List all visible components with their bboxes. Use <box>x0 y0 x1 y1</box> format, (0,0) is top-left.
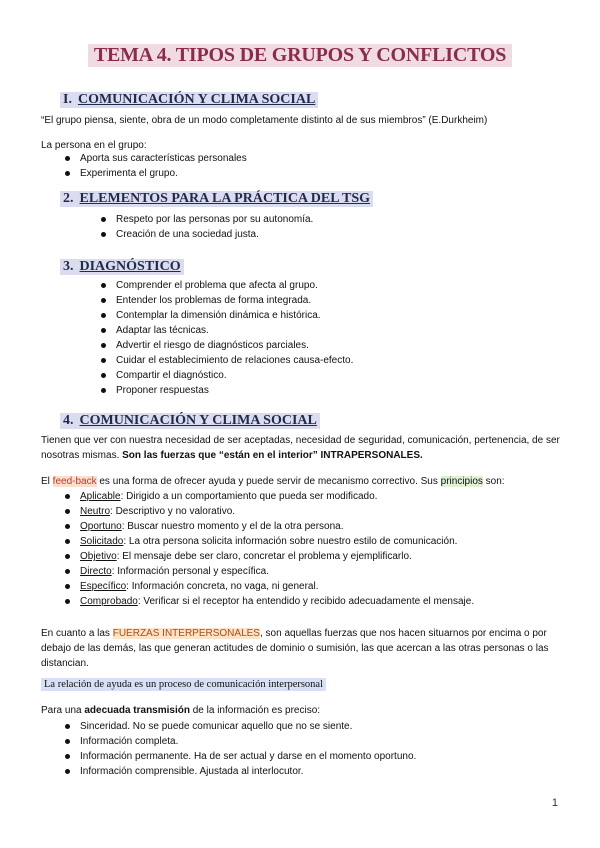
list-item: Experimenta el grupo. <box>62 166 247 181</box>
list-item: Solicitado: La otra persona solicita información sobre nuestro estilo de comunicación. <box>62 534 474 549</box>
intrapersonal-paragraph: Tienen que ver con nuestra necesidad de ser aceptadas, necesidad de seguridad, comunicación, pertenencia, de ser nosotras mismas. Son las fuerzas que “están en el interior” INTRAPERSONALES. <box>41 435 560 461</box>
interpersonal-paragraph: En cuanto a las FUERZAS INTERPERSONALES, son aquellas fuerzas que nos hacen situarnos por encima o por debajo de las demás, las que generan actitudes de dominio o sumisión, las que acercan a las otras personas o las distancian. <box>41 628 549 669</box>
list-item: Proponer respuestas <box>98 383 353 398</box>
list-item: Aplicable: Dirigido a un comportamiento que pueda ser modificado. <box>62 489 474 504</box>
person-intro: La persona en el grupo: <box>41 140 147 151</box>
list-item: Oportuno: Buscar nuestro momento y el de la otra persona. <box>62 519 474 534</box>
transmission-list <box>62 719 416 779</box>
list-item: Cuidar el establecimiento de relaciones causa-efecto. <box>98 353 353 368</box>
elementos-list <box>98 212 313 242</box>
list-item: Contemplar la dimensión dinámica e histórica. <box>98 308 353 323</box>
list-item: Neutro: Descriptivo y no valorativo. <box>62 504 474 519</box>
list-item: Objetivo: El mensaje debe ser claro, concretar el problema y ejemplificarlo. <box>62 549 474 564</box>
list-item: Creación de una sociedad justa. <box>98 227 313 242</box>
list-item: Específico: Información concreta, no vaga, ni general. <box>62 579 474 594</box>
person-list <box>62 151 247 181</box>
list-item: Advertir el riesgo de diagnósticos parciales. <box>98 338 353 353</box>
feedback-paragraph: El feed-back es una forma de ofrecer ayuda y puede servir de mecanismo correctivo. Sus principios son: <box>41 476 505 487</box>
list-item: Directo: Información personal y específica. <box>62 564 474 579</box>
principles-list <box>62 489 474 609</box>
list-item: Comprender el problema que afecta al grupo. <box>98 278 353 293</box>
list-item: Sinceridad. No se puede comunicar aquello que no se siente. <box>62 719 416 734</box>
list-item: Comprobado: Verificar si el receptor ha entendido y recibido adecuadamente el mensaje. <box>62 594 474 609</box>
list-item: Información permanente. Ha de ser actual y darse en el momento oportuno. <box>62 749 416 764</box>
section-heading-3: 3. DIAGNÓSTICO <box>60 259 184 275</box>
durkheim-quote: “El grupo piensa, siente, obra de un modo completamente distinto al de sus miembros” (E.Durkheim) <box>41 115 488 126</box>
section-heading-2: 2. ELEMENTOS PARA LA PRÁCTICA DEL TSG <box>60 191 373 207</box>
diagnostico-list <box>98 278 353 398</box>
list-item: Información comprensible. Ajustada al interlocutor. <box>62 764 416 779</box>
help-relation-banner: La relación de ayuda es un proceso de comunicación interpersonal <box>41 678 326 691</box>
transmission-intro: Para una adecuada transmisión de la información es preciso: <box>41 705 321 716</box>
document-title: TEMA 4. TIPOS DE GRUPOS Y CONFLICTOS <box>0 44 600 67</box>
page-number: 1 <box>551 797 558 809</box>
list-item: Adaptar las técnicas. <box>98 323 353 338</box>
list-item: Compartir el diagnóstico. <box>98 368 353 383</box>
section-heading-4: 4. COMUNICACIÓN Y CLIMA SOCIAL <box>60 413 320 429</box>
list-item: Información completa. <box>62 734 416 749</box>
list-item: Respeto por las personas por su autonomía. <box>98 212 313 227</box>
list-item: Aporta sus características personales <box>62 151 247 166</box>
list-item: Entender los problemas de forma integrada. <box>98 293 353 308</box>
section-heading-1: I. COMUNICACIÓN Y CLIMA SOCIAL <box>60 92 318 108</box>
